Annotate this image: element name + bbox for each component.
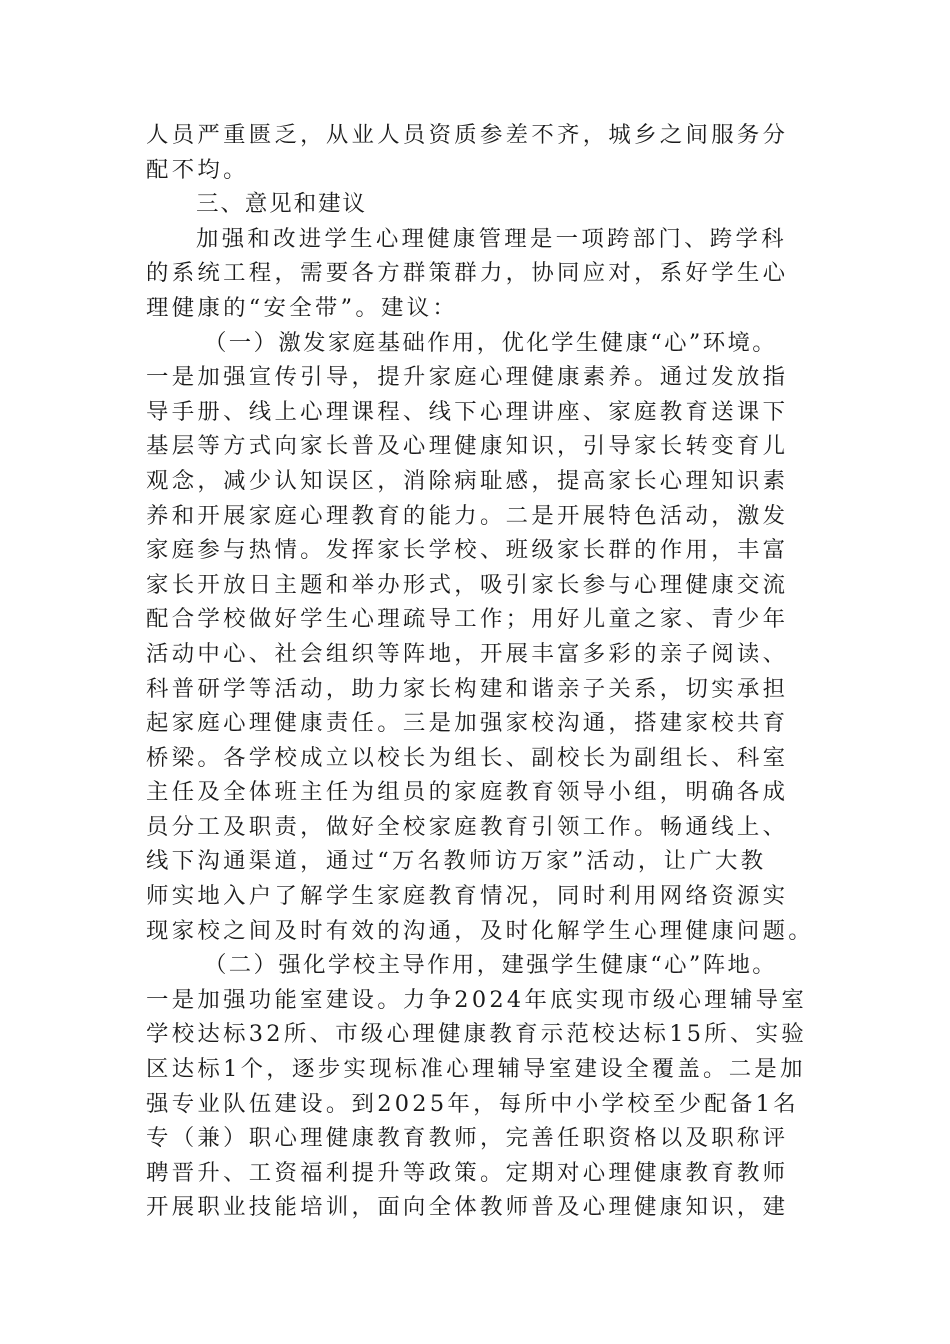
body-text-line: 起家庭心理健康责任。三是加强家校沟通，搭建家校共育 <box>146 710 789 737</box>
body-text-line: 的系统工程，需要各方群策群力，协同应对，系好学生心 <box>146 260 789 287</box>
body-text-line: 理健康的“安全带”。建议： <box>146 294 459 321</box>
body-text-line: 观念，减少认知误区，消除病耻感，提高家长心理知识素 <box>146 467 789 494</box>
body-text-line: 聘晋升、工资福利提升等政策。定期对心理健康教育教师 <box>146 1159 789 1186</box>
body-text-line: 学校达标32所、市级心理健康教育示范校达标15所、实验 <box>146 1021 808 1048</box>
body-text-line: 现家校之间及时有效的沟通，及时化解学生心理健康问题。 <box>146 917 814 944</box>
body-text-line: 一是加强宣传引导，提升家庭心理健康素养。通过发放指 <box>146 364 789 391</box>
section-heading: 三、意见和建议 <box>196 191 367 218</box>
body-text-line: 专（兼）职心理健康教育教师，完善任职资格以及职称评 <box>146 1125 789 1152</box>
body-text-line: 员分工及职责，做好全校家庭教育引领工作。畅通线上、 <box>146 813 789 840</box>
body-text-line: 活动中心、社会组织等阵地，开展丰富多彩的亲子阅读、 <box>146 640 789 667</box>
body-text-line: 强专业队伍建设。到2025年，每所中小学校至少配备1名 <box>146 1090 799 1117</box>
subsection-heading: （一）激发家庭基础作用，优化学生健康“心”环境。 <box>204 329 778 356</box>
body-text-line: 师实地入户了解学生家庭教育情况，同时利用网络资源实 <box>146 883 789 910</box>
body-text-line: 桥梁。各学校成立以校长为组长、副校长为副组长、科室 <box>146 744 789 771</box>
body-text-line: 导手册、线上心理课程、线下心理讲座、家庭教育送课下 <box>146 398 789 425</box>
body-text-line: 人员严重匮乏，从业人员资质参差不齐，城乡之间服务分 <box>146 122 789 148</box>
body-text-line: 线下沟通渠道，通过“万名教师访万家”活动，让广大教 <box>146 848 767 875</box>
subsection-heading: （二）强化学校主导作用，建强学生健康“心”阵地。 <box>204 952 778 979</box>
body-text-line: 一是加强功能室建设。力争2024年底实现市级心理辅导室 <box>146 986 808 1013</box>
document-body <box>146 118 814 1225</box>
body-text-line: 配合学校做好学生心理疏导工作；用好儿童之家、青少年 <box>146 606 789 633</box>
paragraph-first-line: 加强和改进学生心理健康管理是一项跨部门、跨学科 <box>196 225 787 252</box>
body-text-line: 区达标1个，逐步实现标准心理辅导室建设全覆盖。二是加 <box>146 1056 806 1083</box>
body-text-line: 配不均。 <box>146 156 249 183</box>
body-text-line: 主任及全体班主任为组员的家庭教育领导小组，明确各成 <box>146 779 789 806</box>
body-text-line: 家长开放日主题和举办形式，吸引家长参与心理健康交流 <box>146 571 789 598</box>
body-text-line: 基层等方式向家长普及心理健康知识，引导家长转变育儿 <box>146 433 789 460</box>
body-text-line: 养和开展家庭心理教育的能力。二是开展特色活动，激发 <box>146 502 789 529</box>
body-text-line: 科普研学等活动，助力家长构建和谐亲子关系，切实承担 <box>146 675 789 702</box>
body-text-line: 开展职业技能培训，面向全体教师普及心理健康知识，建 <box>146 1194 789 1221</box>
body-text-line: 家庭参与热情。发挥家长学校、班级家长群的作用，丰富 <box>146 537 789 564</box>
